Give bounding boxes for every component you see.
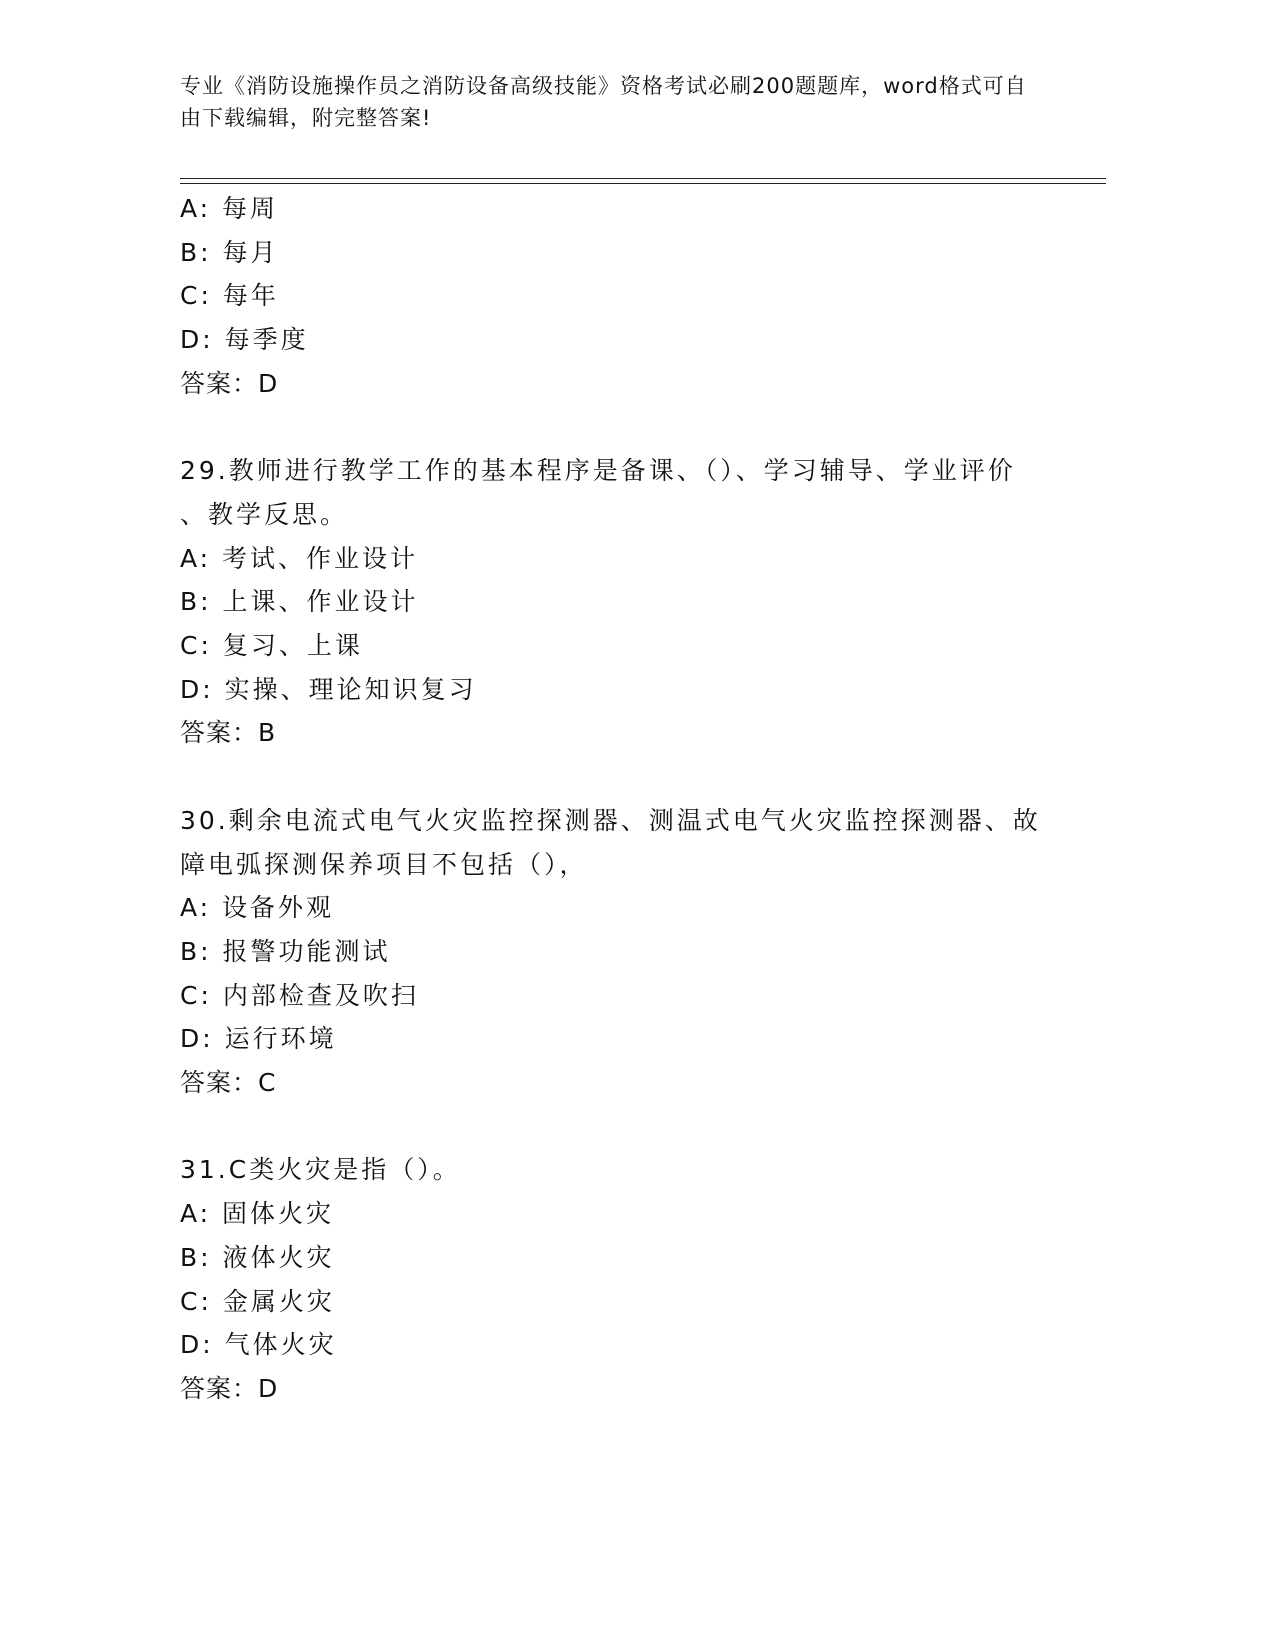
question-30-text-line-1: 30.剩余电流式电气火灾监控探测器、测温式电气火灾监控探测器、故 [180, 805, 1041, 835]
option-c: C: 内部检查及吹扫 [180, 980, 419, 1010]
spacer [180, 406, 1060, 450]
option-a: A: 考试、作业设计 [180, 543, 419, 573]
option-d: D: 气体火灾 [180, 1330, 337, 1360]
option-d: D: 每季度 [180, 325, 309, 355]
question-29-text-line-1: 29.教师进行教学工作的基本程序是备课、（）、学习辅导、学业评价 [180, 456, 1016, 486]
option-b: B: 液体火灾 [180, 1242, 335, 1272]
answer-line: 答案：D [180, 368, 279, 398]
option-a: A: 每周 [180, 194, 279, 223]
option-b: B: 每月 [180, 237, 279, 267]
answer-line: 答案：D [180, 1373, 279, 1403]
question-31-text: 31.C类火灾是指（）。 [180, 1155, 461, 1185]
spacer [180, 1105, 1060, 1149]
question-30-text-line-2: 障电弧探测保养项目不包括（）， [180, 849, 588, 879]
question-list [180, 187, 1060, 1411]
header-divider [180, 178, 1106, 184]
spacer [180, 755, 1060, 799]
option-a: A: 设备外观 [180, 893, 335, 923]
option-c: C: 复习、上课 [180, 631, 363, 661]
option-d: D: 运行环境 [180, 1024, 337, 1054]
option-d: D: 实操、理论知识复习 [180, 674, 477, 704]
option-b: B: 报警功能测试 [180, 936, 391, 966]
option-a: A: 固体火灾 [180, 1199, 335, 1229]
option-b: B: 上课、作业设计 [180, 587, 419, 617]
question-29-text-line-2: 、教学反思。 [180, 499, 349, 529]
option-c: C: 金属火灾 [180, 1286, 335, 1316]
answer-line: 答案：B [180, 718, 277, 748]
option-c: C: 每年 [180, 281, 279, 311]
answer-line: 答案：C [180, 1068, 277, 1098]
document-header: 专业《消防设施操作员之消防设备高级技能》资格考试必刷200题题库，word格式可自由下载编辑，附完整答案! [180, 74, 1027, 130]
